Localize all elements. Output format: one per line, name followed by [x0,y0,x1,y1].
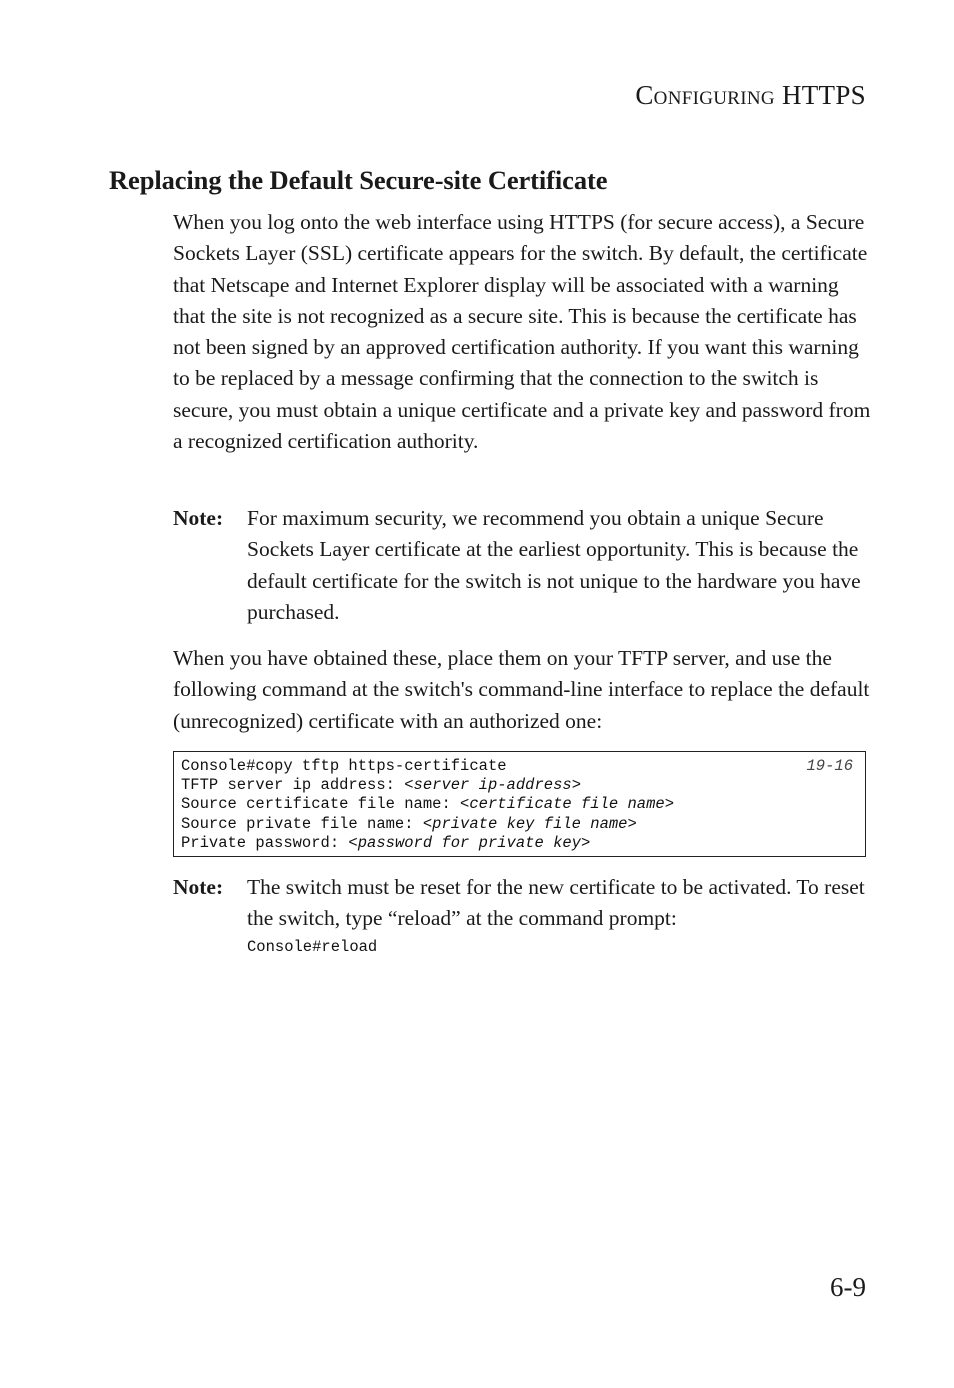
code-line-command [181,757,853,776]
instructions-paragraph: When you have obtained these, place them on your TFTP server, and use the following command at the switch's command-line interface to replace the default (unrecognized) certificate with an authorized one: [173,646,870,733]
reload-command: Console#reload [247,938,378,956]
code-suffix: > [627,814,637,833]
code-argument: password for private key [357,833,581,852]
code-line-password [181,834,853,853]
code-line-private-file [181,815,853,834]
note-security [173,503,873,628]
code-argument: server ip-address [413,776,572,795]
code-prompt: Private password: < [181,833,358,852]
running-header [635,80,866,111]
code-prompt: Source certificate file name: < [181,795,470,814]
intro-paragraph: When you log onto the web interface using HTTPS (for secure access), a Secure Sockets Layer (SSL) certificate appears for the switch. By default, the certificate that Netscape and Internet Explorer display will be associated with a warning that the site is not recognized as a secure site. This is because the certificate has not been signed by an approved certification authority. If you want this warning to be replaced by a message confirming that the connection to the switch is secure, you must obtain a unique certificate and a private key and password from a recognized certification authority. [173,210,871,454]
note-text: For maximum security, we recommend you obtain a unique Secure Sockets Layer certificate at the earliest opportunity. This is because the default certificate for the switch is not unique to the hardware you have purchased. [247,506,861,624]
section-title: Replacing the Default Secure-site Certificate [109,165,608,195]
note-label: Note: [173,875,224,899]
code-suffix: > [571,776,581,795]
code-argument: certificate file name [469,795,665,814]
code-line-cert-file [181,795,853,814]
page-number: 6-9 [830,1272,866,1302]
code-prompt: TFTP server ip address: < [181,776,414,795]
code-line-server-ip [181,776,853,795]
code-command: Console#copy tftp https-certificate [181,757,507,775]
code-reference: 19-16 [806,757,853,775]
code-suffix: > [664,795,675,814]
note-label: Note: [173,506,224,530]
note-text: The switch must be reset for the new certificate to be activated. To reset the switch, type “reload” at the command prompt: [247,875,865,931]
code-example [173,751,866,857]
code-suffix: > [580,833,591,852]
note-reset [173,872,873,935]
running-header-tail: HTTPS [781,80,866,110]
code-argument: private key file name [432,814,628,833]
running-header-smallcaps: onfiguring [653,80,775,110]
code-prompt: Source private file name: < [181,814,433,833]
running-header-initial: C [635,80,654,110]
